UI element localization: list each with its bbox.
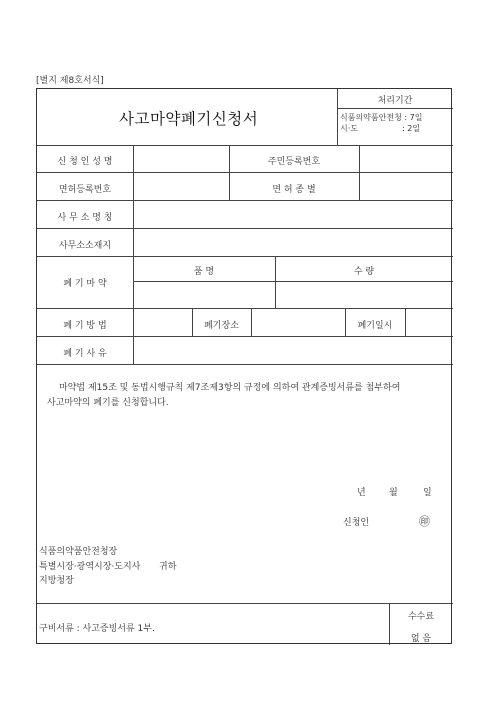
divider [37,200,453,201]
processing-period-kfda: 식품의약품안전청 : 7일 [340,113,423,122]
recipient-governor: 특별시장·광역시장·도지사 [39,562,141,572]
divider [359,145,360,200]
divider [37,256,453,257]
disposal-place-label: 폐기장소 [204,321,239,331]
divider [37,603,453,604]
required-documents: 구비서류 : 사고증빙서류 1부. [39,624,155,634]
form-number-label: [별지 제8호서식] [36,76,104,86]
divider [133,145,134,364]
application-form [36,88,452,644]
license-type-label: 면 허 종 별 [272,185,316,195]
recipient-honorific: 귀하 [159,562,177,572]
divider [37,336,453,337]
divider [37,228,453,229]
recipient-regional-office: 지방청장 [39,576,74,586]
disposal-date-label: 폐기일시 [357,321,393,331]
date-day: 일 [423,488,432,498]
recipient-kfda: 식품의약품안전청장 [39,547,118,557]
processing-period-header: 처리기간 [377,96,413,106]
fee-value: 없 음 [410,634,432,644]
divider [37,172,453,173]
statement-line-2: 사고마약의 폐기를 신청합니다. [47,398,169,408]
date-year: 년 [357,488,366,498]
divider [37,308,453,309]
item-name-header: 품 명 [193,267,215,277]
divider [405,308,406,336]
disposal-drug-label: 폐 기 마 약 [63,279,107,289]
processing-period-province-value: : 2일 [402,124,421,133]
seal-mark: ㊞ [419,515,430,528]
divider [37,145,453,146]
statement-line-1: 마약법 제15조 및 동법시행규칙 제7조제3항의 규정에 의하여 관계증빙서류를 첨부하여 [59,383,401,393]
license-number-label: 면허등록번호 [58,185,112,195]
applicant-name-label: 신 청 인 성 명 [57,157,113,167]
applicant-label: 신청인 [343,518,370,528]
quantity-header: 수 량 [353,267,375,277]
divider [37,364,453,365]
date-month: 월 [389,488,398,498]
fee-label: 수수료 [407,612,435,622]
form-title: 사고마약폐기신청서 [119,110,259,128]
disposal-reason-label: 폐 기 사 유 [63,349,107,359]
office-address-label: 사무소소재지 [58,241,112,251]
processing-period-province-label: 시·도 [340,124,358,133]
divider [251,308,252,336]
office-name-label: 사 무 소 명 칭 [57,213,113,223]
resident-number-label: 주민등록번호 [267,157,321,167]
disposal-method-label: 폐 기 방 법 [63,321,107,331]
divider [133,281,453,282]
divider [337,108,453,109]
